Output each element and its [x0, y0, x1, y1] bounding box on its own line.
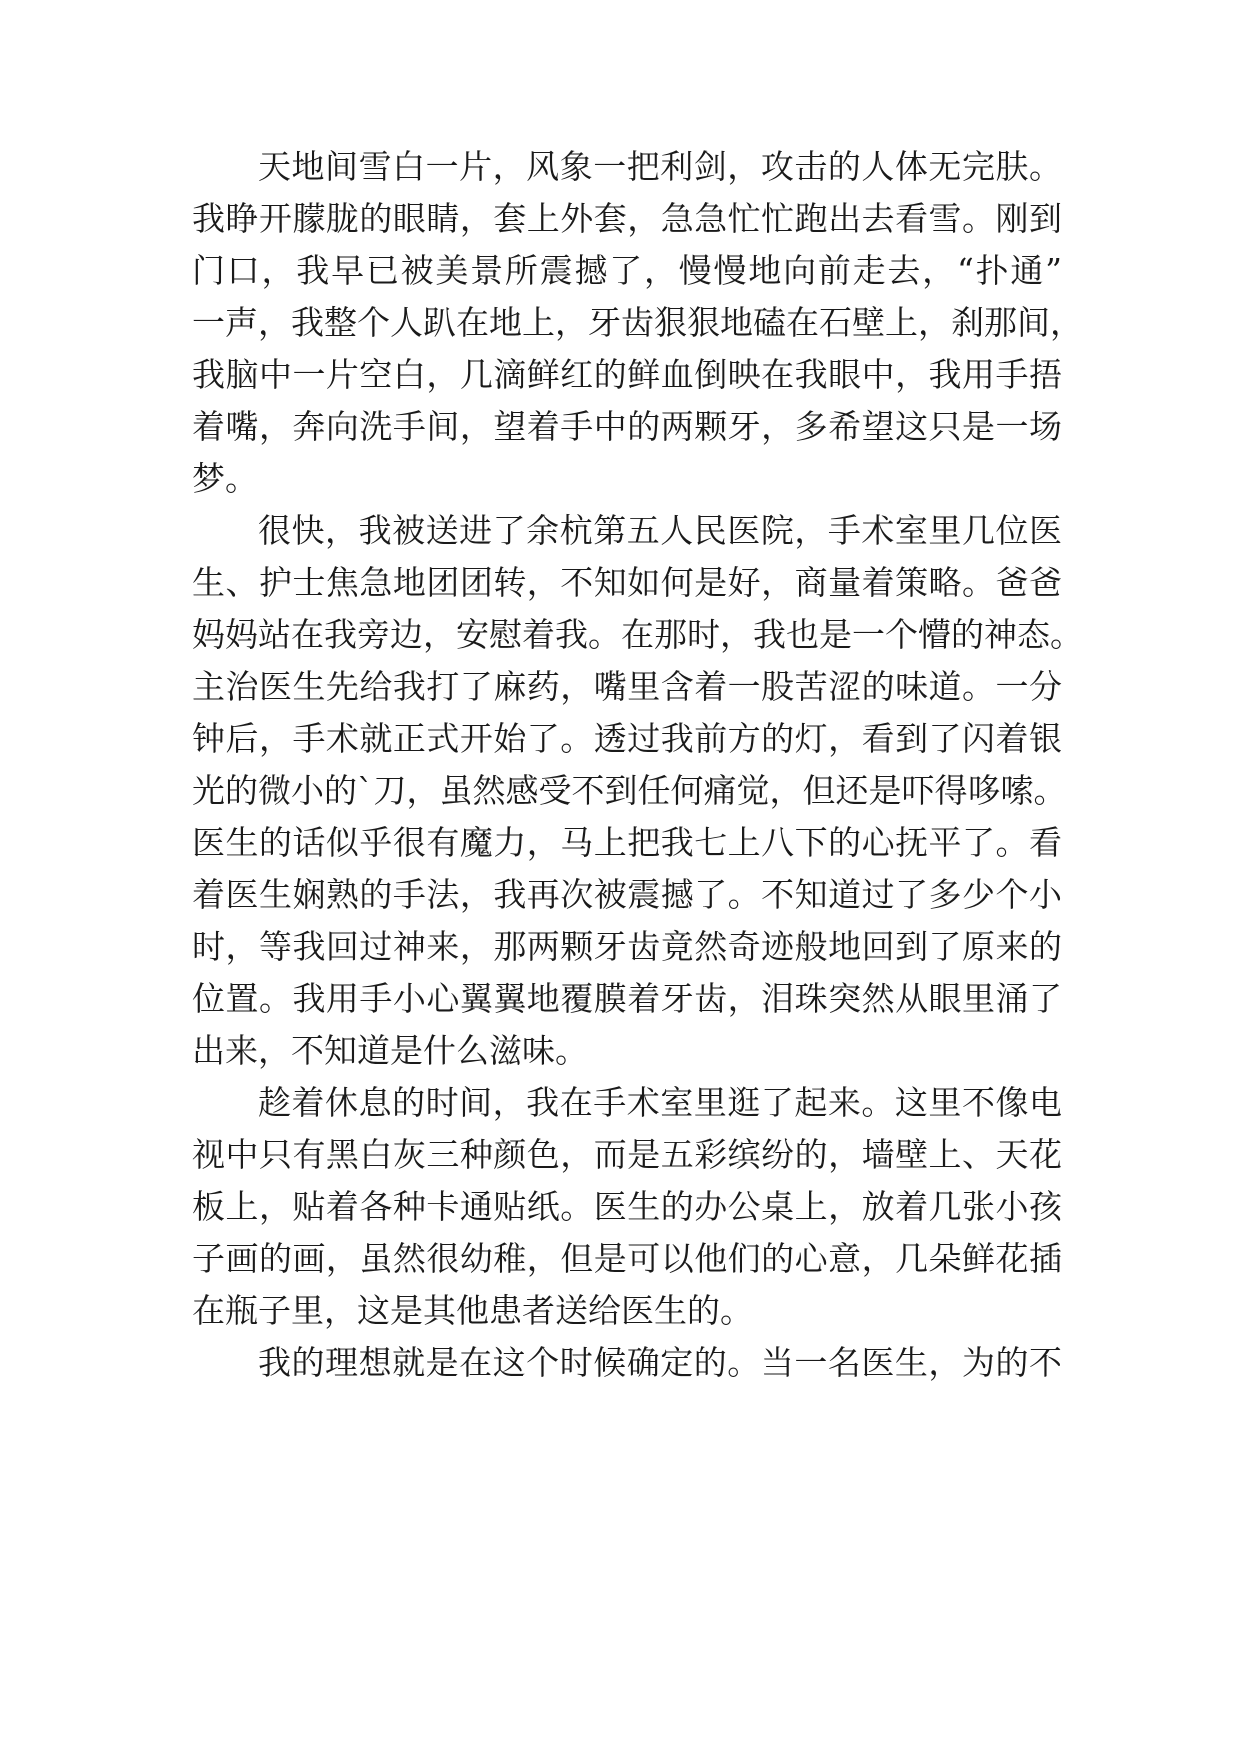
text-line: 很快，我被送进了余杭第五人民医院，手术室里几位医 [258, 511, 1062, 550]
text-line: 时，等我回过神来，那两颗牙齿竟然奇迹般地回到了原来的 [192, 927, 1062, 966]
text-line: 我的理想就是在这个时候确定的。当一名医生，为的不 [258, 1343, 1062, 1382]
text-line: 天地间雪白一片，风象一把利剑，攻击的人体无完肤。 [258, 147, 1062, 186]
text-line: 视中只有黑白灰三种颜色，而是五彩缤纷的，墙壁上、天花 [192, 1135, 1062, 1174]
text-line: 生、护士焦急地团团转，不知如何是好，商量着策略。爸爸 [192, 563, 1062, 602]
text-line: 位置。我用手小心翼翼地覆膜着牙齿，泪珠突然从眼里涌了 [192, 979, 1062, 1018]
text-line: 一声，我整个人趴在地上，牙齿狠狠地磕在石壁上，刹那间， [192, 303, 1083, 342]
text-line: 出来，不知道是什么滋味。 [192, 1031, 588, 1070]
text-line: 着嘴，奔向洗手间，望着手中的两颗牙，多希望这只是一场 [192, 407, 1062, 446]
text-line: 子画的画，虽然很幼稚，但是可以他们的心意，几朵鲜花插 [192, 1239, 1062, 1278]
text-line: 在瓶子里，这是其他患者送给医生的。 [192, 1291, 753, 1330]
text-line: 梦。 [192, 459, 258, 498]
text-line: 趁着休息的时间，我在手术室里逛了起来。这里不像电 [258, 1083, 1062, 1122]
text-line: 我睁开朦胧的眼睛，套上外套，急急忙忙跑出去看雪。刚到 [192, 199, 1062, 238]
text-line: 钟后，手术就正式开始了。透过我前方的灯，看到了闪着银 [192, 719, 1062, 758]
text-line: 妈妈站在我旁边，安慰着我。在那时，我也是一个懵的神态。 [192, 615, 1083, 654]
text-line: 医生的话似乎很有魔力，马上把我七上八下的心抚平了。看 [192, 823, 1062, 862]
text-line: 我脑中一片空白，几滴鲜红的鲜血倒映在我眼中，我用手捂 [192, 355, 1062, 394]
text-line: 着医生娴熟的手法，我再次被震撼了。不知道过了多少个小 [192, 875, 1062, 914]
text-line: 光的微小的`刀，虽然感受不到任何痛觉，但还是吓得哆嗦。 [192, 771, 1067, 810]
text-line: 门口，我早已被美景所震撼了，慢慢地向前走去，“扑通” [192, 251, 1062, 290]
text-line: 主治医生先给我打了麻药，嘴里含着一股苦涩的味道。一分 [192, 667, 1062, 706]
text-line: 板上，贴着各种卡通贴纸。医生的办公桌上，放着几张小孩 [192, 1187, 1062, 1226]
